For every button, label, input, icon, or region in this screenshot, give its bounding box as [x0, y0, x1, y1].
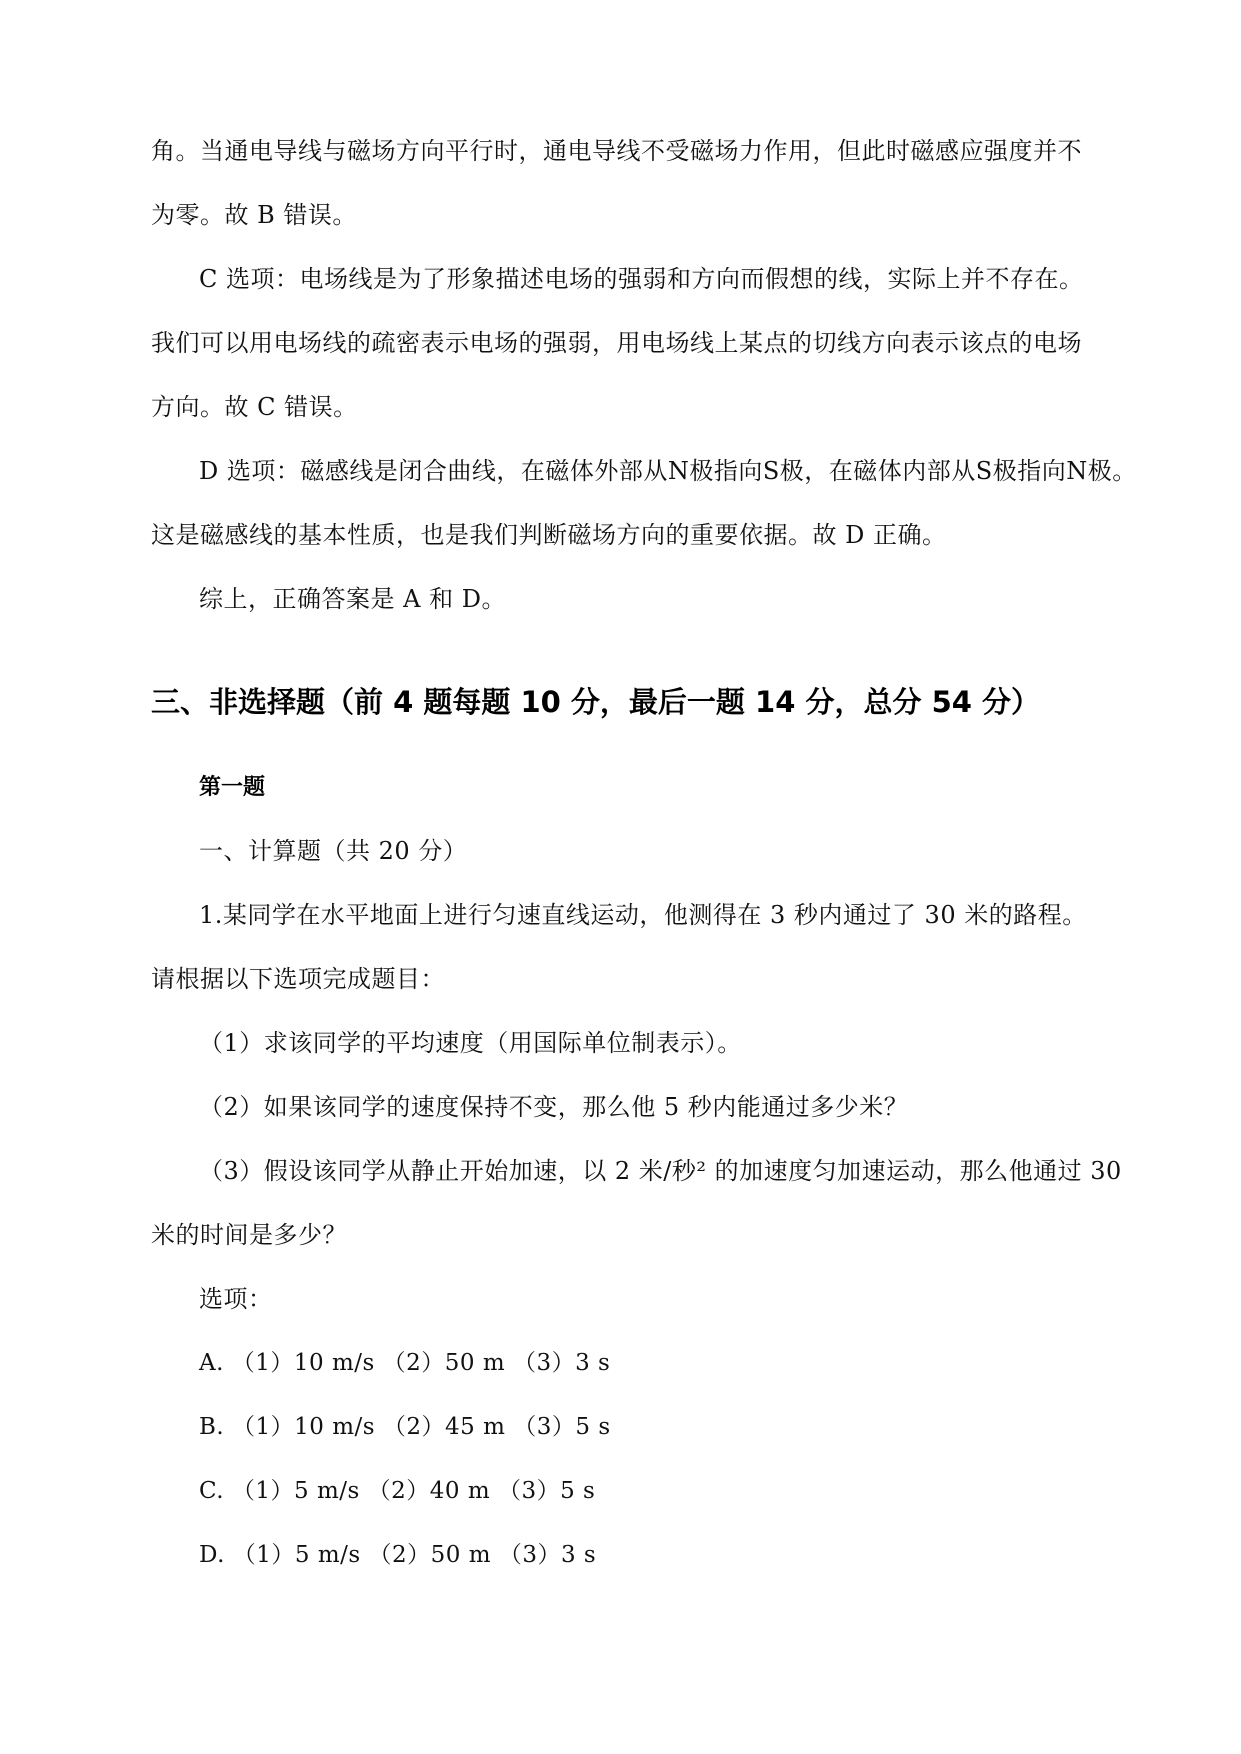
analysis-d-line-2: 这是磁感线的基本性质，也是我们判断磁场方向的重要依据。故 D 正确。: [151, 521, 947, 549]
analysis-c-line-2: 我们可以用电场线的疏密表示电场的强弱，用电场线上某点的切线方向表示该点的电场: [151, 329, 1082, 357]
part-2: （2）如果该同学的速度保持不变，那么他 5 秒内能通过多少米？: [199, 1093, 909, 1121]
analysis-b-continuation-2: 为零。故 B 错误。: [151, 201, 357, 229]
part-1: （1）求该同学的平均速度（用国际单位制表示）。: [199, 1029, 742, 1057]
answer-summary: 综上，正确答案是 A 和 D。: [199, 585, 506, 613]
option-b: B. （1）10 m/s （2）45 m （3）5 s: [199, 1414, 611, 1440]
section-heading: 三、非选择题（前 4 题每题 10 分，最后一题 14 分，总分 54 分）: [151, 685, 1041, 719]
part-3-line-1: （3）假设该同学从静止开始加速，以 2 米/秒² 的加速度匀加速运动，那么他通过 30: [199, 1157, 1122, 1185]
analysis-d-line-1: D 选项：磁感线是闭合曲线，在磁体外部从N极指向S极，在磁体内部从S极指向N极。: [199, 457, 1137, 485]
analysis-c-line-3: 方向。故 C 错误。: [151, 393, 358, 421]
question-title: 第一题: [199, 775, 266, 800]
option-a: A. （1）10 m/s （2）50 m （3）3 s: [199, 1350, 611, 1376]
analysis-c-line-1: C 选项：电场线是为了形象描述电场的强弱和方向而假想的线，实际上并不存在。: [199, 265, 1084, 293]
subsection-title: 一、计算题（共 20 分）: [199, 837, 468, 865]
part-3-line-2: 米的时间是多少？: [151, 1221, 347, 1249]
problem-line-1: 1.某同学在水平地面上进行匀速直线运动，他测得在 3 秒内通过了 30 米的路程。: [199, 901, 1087, 929]
analysis-b-continuation-1: 角。当通电导线与磁场方向平行时，通电导线不受磁场力作用，但此时磁感应强度并不: [151, 137, 1082, 165]
options-label: 选项：: [199, 1285, 273, 1313]
option-d: D. （1）5 m/s （2）50 m （3）3 s: [199, 1542, 597, 1568]
problem-line-2: 请根据以下选项完成题目：: [151, 965, 445, 993]
option-c: C. （1）5 m/s （2）40 m （3）5 s: [199, 1478, 596, 1504]
